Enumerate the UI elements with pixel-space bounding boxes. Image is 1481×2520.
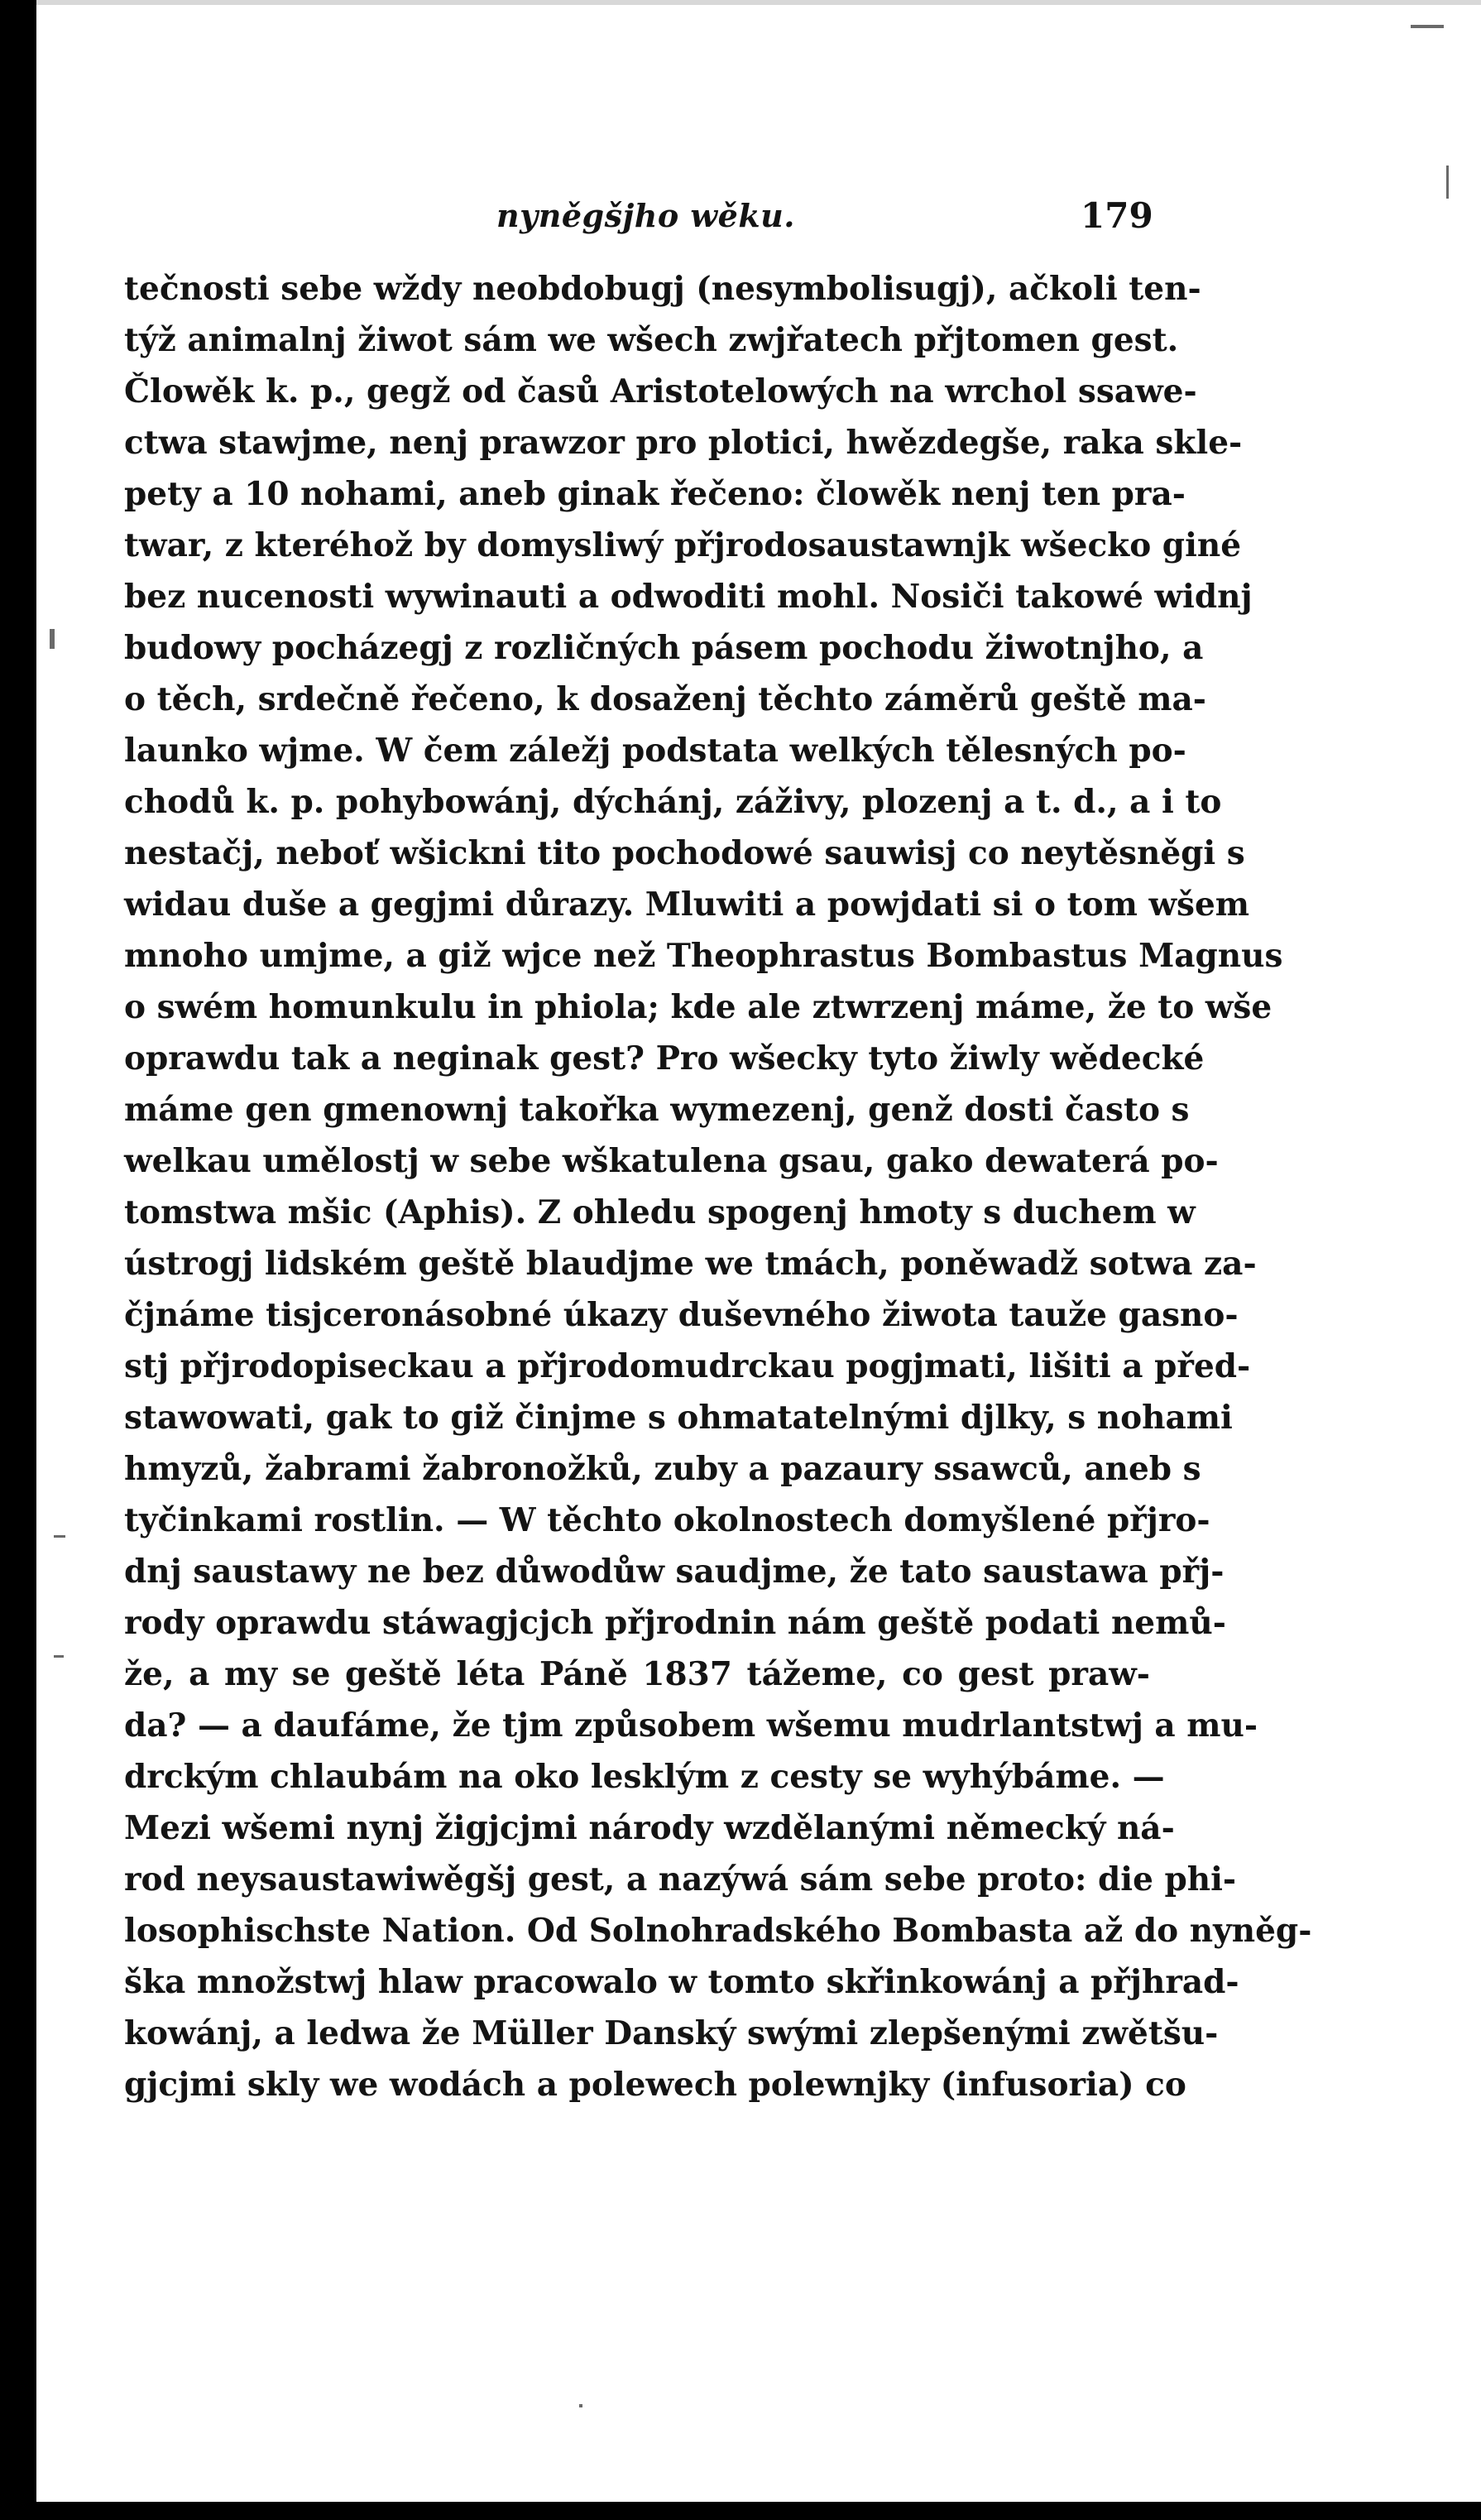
- scan-edge-top: [36, 0, 1481, 5]
- scan-speck: [50, 629, 55, 649]
- text-line: drckým chlaubám na oko lesklým z cesty se wyhýbáme. —: [124, 1758, 1165, 1796]
- text-line: tomstwa mšic (Aphis). Z ohledu spogenj hmoty s duchem w: [124, 1193, 1196, 1231]
- text-line: nestačj, neboť wšickni tito pochodowé sauwisj co neytěsněgi s: [124, 834, 1245, 872]
- text-line: twar, z kteréhož by domysliwý přjrodosaustawnjk wšecko giné: [124, 526, 1242, 564]
- text-line: Mezi wšemi nynj žigjcjmi národy wzdělanými německý ná-: [124, 1809, 1175, 1847]
- text-line: bez nucenosti wywinauti a odwoditi mohl. Nosiči takowé widnj: [124, 578, 1253, 616]
- text-line: hmyzů, žabrami žabronožků, zuby a pazaury ssawců, aneb s: [124, 1450, 1201, 1488]
- text-line: ctwa stawjme, nenj prawzor pro plotici, hwězdegše, raka sklе-: [124, 424, 1243, 462]
- scan-edge-left: [0, 0, 36, 2520]
- text-line: mnoho umjme, a giž wjce než Theophrastus Bombastus Magnus: [124, 937, 1283, 975]
- text-line: pety a 10 nohami, aneb ginak řečeno: člowěk nenj ten pra-: [124, 475, 1186, 513]
- scan-speck: [54, 1535, 65, 1538]
- text-line: že, a my se geště léta Páně 1837 tážeme, co gest praw-: [124, 1655, 1150, 1693]
- text-line: ústrogj lidském geště blaudjme we tmách, poněwadž sotwa za-: [124, 1245, 1257, 1283]
- text-line: tyčinkami rostlin. — W těchto okolnostech domyšlené přjro-: [124, 1501, 1210, 1539]
- body-text: [124, 263, 1312, 2110]
- running-title: nyněgšjho wěku.: [496, 197, 796, 234]
- text-line: gjcjmi skly we wodách a polewech polewnjky (infusoria) co: [124, 2066, 1186, 2104]
- scan-speck: [1411, 25, 1444, 28]
- text-line: losophischste Nation. Od Solnohradského Bombasta až do nyněg-: [124, 1912, 1312, 1950]
- text-line: rody oprawdu stáwagjcjch přjrodnin nám geště podati nemů-: [124, 1604, 1226, 1642]
- text-line: dnj saustawy ne bez důwodůw saudjme, že tato saustawa přj-: [124, 1553, 1225, 1591]
- text-line: tečnosti sebe wždy neobdobugj (nesymbolisugj), ačkoli ten-: [124, 270, 1201, 308]
- text-line: čjnáme tisjceronásobné úkazy duševného žiwota tauže gasno-: [124, 1296, 1239, 1334]
- scan-edge-bottom: [0, 2502, 1481, 2520]
- text-line: welkau umělostj w sebe wškatulena gsau, gako dewaterá po-: [124, 1142, 1219, 1180]
- text-line: oprawdu tak a neginak gest? Pro wšecky tyto žiwly wědecké: [124, 1039, 1205, 1078]
- text-line: týž animalnj žiwot sám we wšech zwjřatech přjtomen gest.: [124, 321, 1179, 359]
- text-line: máme gen gmenownj takořka wymezenj, genž dosti často s: [124, 1091, 1190, 1129]
- text-line: da? — a daufáme, že tjm způsobem wšemu mudrlantstwj a mu-: [124, 1706, 1258, 1745]
- text-line: rod neysaustawiwěgšj gest, a nazýwá sám sebe proto: die phi-: [124, 1860, 1237, 1898]
- scan-speck: [54, 1655, 64, 1658]
- text-line: o těch, srdečně řečeno, k dosaženj těchto záměrů geště ma-: [124, 680, 1206, 718]
- text-line: chodů k. p. pohybowánj, dýchánj, záživy, plozenj a t. d., a i to: [124, 783, 1222, 821]
- text-line: ška množstwj hlaw pracowalo w tomto skřinkowánj a přjhrad-: [124, 1963, 1239, 2001]
- page-number: 179: [1081, 195, 1153, 236]
- scan-speck: [1446, 166, 1449, 199]
- text-line: o swém homunkulu in phiola; kde ale ztwrzenj máme, že to wše: [124, 988, 1273, 1026]
- scan-speck: [579, 2404, 582, 2407]
- text-line: stawowati, gak to giž činjme s ohmatatelnými djlky, s nohami: [124, 1399, 1233, 1437]
- text-line: Člowěk k. p., gegž od časů Aristotelowých na wrchol ssawe-: [124, 372, 1197, 410]
- text-line: widau duše a gegjmi důrazy. Mluwiti a powjdati si o tom wšem: [124, 886, 1250, 924]
- text-line: launko wjme. W čem záležj podstata welkých tělesných po-: [124, 732, 1186, 770]
- text-line: kowánj, a ledwa že Müller Danský swými zlepšenými zwětšu-: [124, 2014, 1219, 2052]
- text-line: budowy pocházegj z rozličných pásem pochodu žiwotnjho, a: [124, 629, 1204, 667]
- text-line: stj přjrodopiseckau a přjrodomudrckau pogjmati, lišiti a před-: [124, 1347, 1251, 1385]
